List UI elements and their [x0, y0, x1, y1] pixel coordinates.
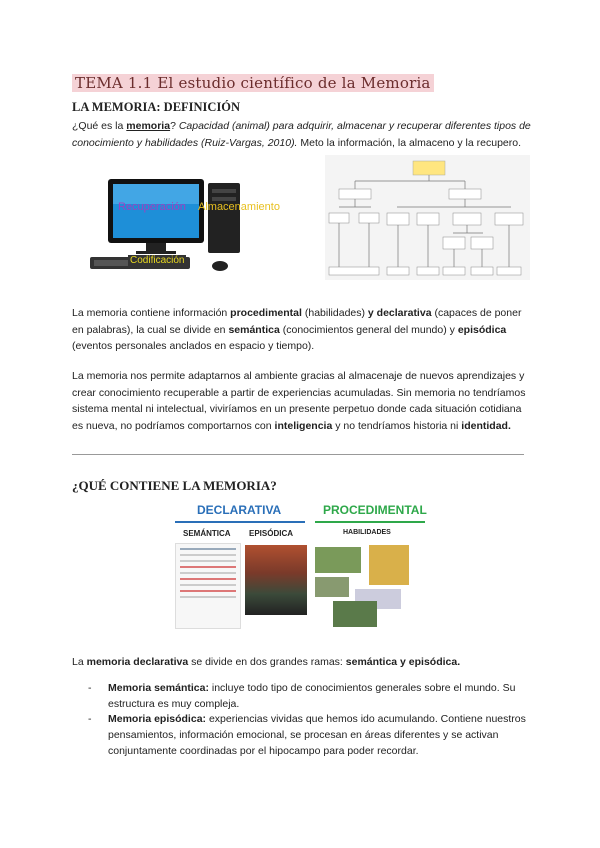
label-codificacion: Codificación: [130, 255, 185, 266]
skill-photo-1: [315, 547, 361, 573]
semantic-card: [175, 543, 241, 629]
intro-paragraph: ¿Qué es la memoria? Capacidad (animal) para adquirir, almacenar y recuperar diferentes tipos de conocimiento y habilidades (Ruiz-Vargas, 2010). Meto la información, la almaceno y la recupero.: [72, 120, 531, 149]
label-semantica: SEMÁNTICA: [183, 529, 231, 538]
paragraph-function: La memoria nos permite adaptarnos al ambiente gracias al almacenaje de nuevos aprendizajes y crear conocimiento recuperable a partir de experiencias acumuladas. Sin memoria no tendríamos sistema mental ni intelectual, viviríamos en un presente perpetuo donde cada situación cotidiana es nueva, no podríamos comportarnos con inteligencia y no tendríamos historia ni identidad.: [72, 370, 526, 432]
label-episodica: EPISÓDICA: [249, 529, 294, 538]
page-title: TEMA 1.1 El estudio científico de la Memoria: [72, 74, 434, 92]
procedimental-underline: [315, 521, 425, 523]
section-heading-contains: ¿QUÉ CONTIENE LA MEMORIA?: [72, 478, 277, 493]
skill-photo-2: [369, 545, 409, 585]
definition-text: Capacidad (animal) para adquirir, almacenar y recuperar diferentes tipos de conocimiento y habilidades (Ruiz-Vargas, 2010).: [72, 120, 531, 149]
term-memoria: memoria: [126, 120, 171, 132]
paragraph-declarativa: La memoria declarativa se divide en dos grandes ramas: semántica y episódica.: [72, 656, 461, 668]
memory-types-image: [165, 497, 430, 632]
paragraph-types: La memoria contiene información procedimental (habilidades) y declarativa (capaces de poner en palabras), la cual se divide en semántica (conocimientos general del mundo) y episódica (eventos personales anclados en espacio y tiempo).: [72, 307, 522, 352]
label-procedimental: PROCEDIMENTAL: [323, 503, 427, 517]
section-heading-definition: LA MEMORIA: DEFINICIÓN: [72, 100, 241, 114]
skill-photo-5: [333, 601, 377, 627]
episodic-photo: [245, 545, 307, 615]
memory-hierarchy-diagram: [325, 155, 530, 280]
label-declarativa: DECLARATIVA: [197, 503, 282, 517]
computer-image: [80, 165, 280, 275]
bullet-semantica: - Memoria semántica: incluye todo tipo de conocimientos generales sobre el mundo. Su estructura es muy compleja.: [88, 682, 516, 710]
label-almacenamiento: Almacenamiento: [198, 201, 280, 213]
label-habilidades: HABILIDADES: [343, 529, 391, 536]
label-recuperacion: Recuperación: [118, 201, 186, 213]
declarativa-underline: [175, 521, 305, 523]
bullet-episodica: - Memoria episódica: experiencias vividas que hemos ido acumulando. Contiene nuestros pensamientos, información emocional, se procesan en áreas diferentes y se activan conjuntamente coordinadas por el hipocampo para poder recordar.: [88, 713, 526, 757]
section-divider: [72, 454, 524, 455]
skill-photo-3: [315, 577, 349, 597]
